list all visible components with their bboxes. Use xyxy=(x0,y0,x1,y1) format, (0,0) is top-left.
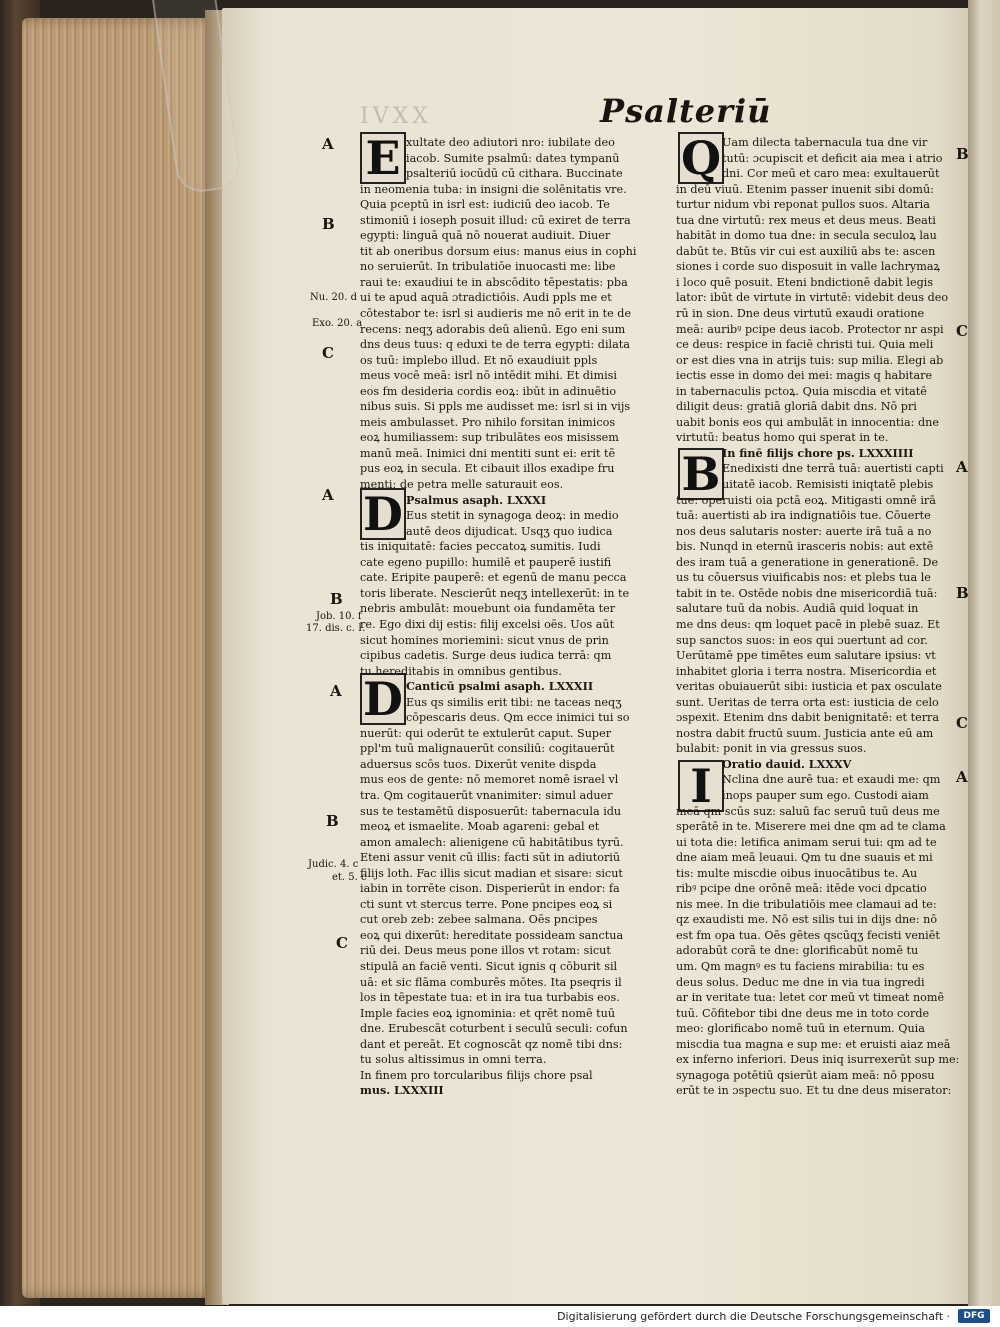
text-line: inops pauper sum ego. Custodi aiam xyxy=(722,788,929,802)
margin-letter: C xyxy=(956,714,968,732)
text-line: deus solus. Deduc me dne in via tua ingredi xyxy=(676,975,925,989)
text-line: lator: ibūt de virtute in virtutē: videbit deus deo xyxy=(676,291,949,305)
page-block-fore-edge xyxy=(22,18,227,1298)
text-line: Eus stetit in synagoga deoꝝ: in medio xyxy=(406,509,619,523)
text-line: turtur nidum vbi reponat pullos suos. Altaria xyxy=(676,198,930,212)
initial-letter: Q xyxy=(678,132,724,184)
text-line: eos fm desideria cordis eoꝝ: ibūt in adinuētio xyxy=(360,384,617,398)
text-line: uā: et sic flāma comburēs mōtes. Ita pseqris il xyxy=(360,975,622,989)
margin-letter: C xyxy=(336,934,348,952)
text-line: i loco quē posuit. Eteni bndictionē dabit legis xyxy=(676,275,934,289)
text-line: miscdia tua magna e sup me: et eruisti aiaz meā xyxy=(676,1037,951,1051)
text-line: meis ambulasset. Pro nihilo forsitan inimicos xyxy=(360,415,616,429)
text-line: tua dne virtutū: rex meus et deus meus. Beati xyxy=(676,213,936,227)
text-line: adorabūt corā te dne: glorificabūt nomē tu xyxy=(676,944,919,958)
text-line: xultate deo adiutori nro: iubilate deo xyxy=(406,136,615,149)
text-line: eoꝝ qui dixerūt: hereditate possideam sanctua xyxy=(360,928,624,942)
text-line: ui te apud aquā ɔtradictiōis. Audi ppls me et xyxy=(360,291,612,305)
text-line: cipibus cadetis. Surge deus iudica terrā: qm xyxy=(360,649,612,663)
footer-bar xyxy=(0,1306,1000,1327)
text-line: iabin in torrēte cison. Disperierūt in endor: fa xyxy=(360,882,620,896)
text-line: nebris ambulāt: mouebunt oia fundamēta ter xyxy=(360,602,616,616)
text-line: os tuū: implebo illud. Et nō exaudiuit ppls xyxy=(360,353,598,367)
margin-letter: B xyxy=(956,584,969,602)
text-line: tabit in te. Ostēde nobis dne misericordiā tuā: xyxy=(676,586,938,600)
text-line: cut oreb zeb: zebee salmana. Oēs pncipes xyxy=(360,913,598,927)
text-line: mus eos de gente: nō memoret nomē israel vl xyxy=(360,773,619,787)
text-line: In finem pro torcularibus filijs chore psal xyxy=(360,1068,593,1082)
text-line: tis iniquitatē: facies peccatoꝝ sumitis. Iudi xyxy=(360,540,601,554)
text-line: tuā: auertisti ab ira indignatiōis tue. Cōuerte xyxy=(676,509,931,523)
text-line: dne aiam meā leuaui. Qm tu dne suauis et mi xyxy=(676,851,933,865)
text-line: bulabit: ponit in via gressus suos. xyxy=(676,742,867,756)
margin-letter: A xyxy=(330,682,342,700)
text-line: toris liberate. Nescierūt neqʒ intellexerūt: in te xyxy=(360,586,630,600)
text-line: ex inferno inferiori. Deus iniq isurrexerūt sup me: xyxy=(676,1053,960,1067)
text-line: cate egeno pupillo: humilē et pauperē iustifi xyxy=(360,555,612,569)
text-line: tis: multe miscdie oibus inuocātibus te. Au xyxy=(676,866,918,880)
text-line: sup sanctos suos: in eos qui ɔuertunt ad cor. xyxy=(676,633,928,647)
text-line: cti sunt vt stercus terre. Pone pncipes eoꝝ si xyxy=(360,897,613,911)
margin-letter: B xyxy=(322,215,335,233)
margin-reference: et. 5. c xyxy=(332,872,367,883)
margin-letter: B xyxy=(326,812,339,830)
text-line: Nclina dne aurē tua: et exaudi me: qm xyxy=(722,773,941,787)
text-line: stimoniū i ioseph posuit illud: cū exiret de terra xyxy=(360,213,631,227)
text-line: manū meā. Inimici dni mentiti sunt ei: erit tē xyxy=(360,446,616,460)
footer-credit: Digitalisierung gefördert durch die Deutsche Forschungsgemeinschaft · xyxy=(557,1310,950,1323)
show-through-text: IVXX xyxy=(360,104,432,129)
psalm-heading: Oratio dauid. LXXXV xyxy=(722,756,852,771)
text-line: meā qm scūs suz: saluū fac seruū tuū deus me xyxy=(676,804,940,818)
text-line: uitatē iacob. Remisisti iniqtatē plebis xyxy=(722,478,934,492)
initial-letter: B xyxy=(678,448,724,500)
text-line: des iram tuā a generatione in generationē. De xyxy=(676,555,939,569)
text-line: Uam dilecta tabernacula tua dne vir xyxy=(722,136,928,149)
text-line: Eteni assur venit cū illis: facti sūt in adiutoriū xyxy=(360,851,621,865)
margin-reference: Nu. 20. d xyxy=(310,292,358,303)
margin-reference: Exo. 20. a xyxy=(312,318,363,329)
text-line: ribꝰ pcipe dne orōnē meā: itēde voci dpcatio xyxy=(676,882,927,896)
margin-reference: 17. dis. c. I. xyxy=(306,623,366,634)
text-line: los in tēpestate tua: et in ira tua turbabis eos. xyxy=(360,991,620,1005)
margin-letter: B xyxy=(330,590,343,608)
text-line: egypti: linguā quā nō nouerat audiuit. Diuer xyxy=(360,229,611,243)
initial-letter: D xyxy=(360,488,406,540)
margin-letter: A xyxy=(322,486,334,504)
text-line: tit ab oneribus dorsum eius: manus eius in cophi xyxy=(360,244,637,258)
text-line: dni. Cor meū et caro mea: exultauerūt xyxy=(722,167,940,181)
text-line: meā: auribꝰ pcipe deus iacob. Protector nr aspi xyxy=(676,322,944,336)
initial-letter: E xyxy=(360,132,406,184)
text-line: nostra dabit fructū suum. Justicia ante eū am xyxy=(676,726,934,740)
text-line: meoꝝ et ismaelite. Moab agareni: gebal et xyxy=(360,820,600,834)
text-line: rū in sion. Dne deus virtutū exaudi oratione xyxy=(676,307,925,321)
text-line: sicut homines moriemini: sicut vnus de prin xyxy=(360,633,609,647)
text-line: habitāt in domo tua dne: in secula seculoꝝ lau xyxy=(676,229,937,243)
text-line: aduersus scōs tuos. Dixerūt venite disꝑda xyxy=(360,757,597,771)
text-line: virtutū: beatus homo qui sperat in te. xyxy=(676,431,889,445)
text-line: erūt te in ɔspectu suo. Et tu dne deus miserator: xyxy=(676,1084,952,1098)
text-line: tu solus altissimus in omni terra. xyxy=(360,1053,547,1067)
text-line: cōtestabor te: isrl si audieris me nō erit in te de xyxy=(360,307,632,321)
text-line: sperātē in te. Miserere mei dne qm ad te clama xyxy=(676,820,946,834)
text-line: no seruierūt. In tribulatiōe inuocasti me: libe xyxy=(360,260,616,274)
margin-letter: C xyxy=(956,322,968,340)
text-column-right xyxy=(676,135,958,1099)
text-line: tu hereditabis in omnibus gentibus. xyxy=(360,664,562,678)
text-line: dabūt te. Btūs vir cui est auxiliū abs te: ascen xyxy=(676,244,936,258)
text-line: ɔspexit. Etenim dns dabit benignitatē: et terra xyxy=(676,711,940,725)
text-line: pus eoꝝ in secula. Et cibauit illos exadipe fru xyxy=(360,462,615,476)
text-column-left xyxy=(360,135,660,1099)
text-line: Enedixisti dne terrā tuā: auertisti capti xyxy=(722,462,944,476)
text-line: dant et pereāt. Et cognoscāt qz nomē tibi dns: xyxy=(360,1037,623,1051)
text-line: menti: de petra melle saturauit eos. xyxy=(360,478,564,492)
text-line: nibus suis. Si ppls me audisset me: isrl si in vijs xyxy=(360,400,631,414)
psalm-heading: mus. LXXXIII xyxy=(360,1083,444,1098)
text-line: in deū viuū. Etenim passer inuenit sibi domū: xyxy=(676,182,934,196)
text-line: in neomenia tuba: in insigni die solēnitatis vre. xyxy=(360,182,627,196)
text-line: tuū. Cōfitebor tibi dne deus me in toto corde xyxy=(676,1006,930,1020)
text-line: iectis esse in domo dei mei: magis q habitare xyxy=(676,369,933,383)
running-head: Psalteriū xyxy=(600,92,772,130)
text-line: Uerūtamē ppe timētes eum salutare ipsius: vt xyxy=(676,649,936,663)
text-line: veritas obuiauerūt sibi: iusticia et pax osculate xyxy=(676,680,942,694)
text-line: filijs loth. Fac illis sicut madian et sisare: sicut xyxy=(360,866,623,880)
text-line: autē deos dijudicat. Usqʒ quo iudica xyxy=(406,524,613,538)
text-line: meus vocē meā: isrl nō intēdit mihi. Et dimisi xyxy=(360,369,617,383)
text-line: ppl'm tuū malignauerūt consiliū: cogitauerūt xyxy=(360,742,615,756)
text-line: tutū: ɔcupiscit et deficit aia mea i atrio xyxy=(722,151,943,165)
text-line: ui tota die: letifica animam serui tui: qm ad te xyxy=(676,835,937,849)
psalm-heading: In finē filijs chore ps. LXXXIIII xyxy=(722,445,914,460)
text-line: me dns deus: qm loquet pacē in plebē suaz. Et xyxy=(676,617,940,631)
initial-letter: I xyxy=(678,760,724,812)
text-line: ce deus: respice in faciē christi tui. Quia meli xyxy=(676,338,934,352)
text-line: tra. Qm cogitauerūt vnanimiter: simul aduer xyxy=(360,788,613,802)
margin-letter: A xyxy=(956,768,968,786)
text-line: siones i corde suo disposuit in valle lachrymaꝝ xyxy=(676,260,940,274)
text-line: inhabitet gloria i terra nostra. Misericordia et xyxy=(676,664,937,678)
text-line: nos deus salutaris noster: auerte irā tuā a no xyxy=(676,524,932,538)
text-line: ar in veritate tua: letet cor meū vt timeat nomē xyxy=(676,991,945,1005)
text-line: dne. Erubescāt coturbent i seculū seculi: cofun xyxy=(360,1022,628,1036)
text-line: Imple facies eoꝝ ignominia: et qrēt nomē tuū xyxy=(360,1006,616,1020)
text-line: nuerūt: qui oderūt te extulerūt caput. Super xyxy=(360,726,612,740)
text-line: Eus qs similis erit tibi: ne taceas neqʒ xyxy=(406,695,622,709)
text-line: or est dies vna in atrijs tuis: sup milia. Elegi ab xyxy=(676,353,944,367)
psalm-heading: Canticū psalmi asaph. LXXXII xyxy=(406,679,594,694)
margin-letter: B xyxy=(956,145,969,163)
text-line: synagoga potētiū qsierūt aiam meā: nō pposu xyxy=(676,1068,935,1082)
text-line: recens: neqʒ adorabis deū alienū. Ego eni sum xyxy=(360,322,626,336)
text-line: sunt. Ueritas de terra orta est: iusticia de celo xyxy=(676,695,939,709)
text-line: est fm opa tua. Oēs gētes qscūqʒ fecisti veniēt xyxy=(676,928,940,942)
text-line: sus te testamētū disposuerūt: tabernacula idu xyxy=(360,804,622,818)
text-line: in tabernaculis pctoꝝ. Quia miscdia et vitatē xyxy=(676,384,927,398)
text-line: dns deus tuus: q eduxi te de terra egypti: dilata xyxy=(360,338,630,352)
margin-reference: Judic. 4. c xyxy=(308,859,359,870)
text-line: Quia pceptū in isrl est: iudiciū deo iacob. Te xyxy=(360,198,610,212)
text-line: cate. Eripite pauperē: et egenū de manu pecca xyxy=(360,571,627,585)
text-line: salutare tuū da nobis. Audiā quid loquat in xyxy=(676,602,919,616)
text-line: eoꝝ humiliassem: sup tribulātes eos misissem xyxy=(360,431,619,445)
text-line: stipulā an faciē venti. Sicut ignis q cōburit sil xyxy=(360,959,618,973)
text-line: iacob. Sumite psalmū: dateɜ tympanū xyxy=(406,151,620,165)
text-line: re. Ego dixi dij estis: filij excelsi oēs. Uos aūt xyxy=(360,617,615,631)
text-line: psalteriū iocūdū cū cithara. Buccinate xyxy=(406,167,623,181)
margin-reference: Job. 10. f xyxy=(316,611,362,622)
text-line: riū dei. Deus meus pone illos vt rotam: sicut xyxy=(360,944,611,958)
margin-letter: C xyxy=(322,344,334,362)
text-line: amon amalech: alienigene cū habitātibus tyrū. xyxy=(360,835,624,849)
text-line: us tu cōuersus viuificabis nos: et plebs tua le xyxy=(676,571,931,585)
margin-letter: A xyxy=(956,458,968,476)
text-line: raui te: exaudiui te in abscōdito tēpestatis: pba xyxy=(360,275,628,289)
text-line: bis. Nunqd in eternū irasceris nobis: aut extē xyxy=(676,540,934,554)
text-line: meo: glorificabo nomē tuū in eternum. Quia xyxy=(676,1022,925,1036)
text-line: diligit deus: gratiā gloriā dabit dns. Nō pri xyxy=(676,400,917,414)
text-line: tue: operuisti oia pctā eoꝝ. Mitigasti omnē irā xyxy=(676,493,936,507)
text-line: qz exaudisti me. Nō est silis tui in dijs dne: nō xyxy=(676,913,938,927)
facing-page-edge xyxy=(968,0,1000,1306)
psalm-heading: Psalmus asaph. LXXXI xyxy=(406,492,547,507)
text-line: cōpescaris deus. Qm ecce inimici tui so xyxy=(406,711,630,725)
text-line: uabit bonis eos qui ambulāt in innocentia: dne xyxy=(676,415,939,429)
dfg-logo: DFG xyxy=(958,1309,990,1323)
text-line: nis mee. In die tribulatiōis mee clamaui ad te: xyxy=(676,897,937,911)
margin-letter: A xyxy=(322,135,334,153)
text-line: um. Qm magnꝰ es tu faciens mirabilia: tu es xyxy=(676,959,925,973)
initial-letter: D xyxy=(360,673,406,725)
